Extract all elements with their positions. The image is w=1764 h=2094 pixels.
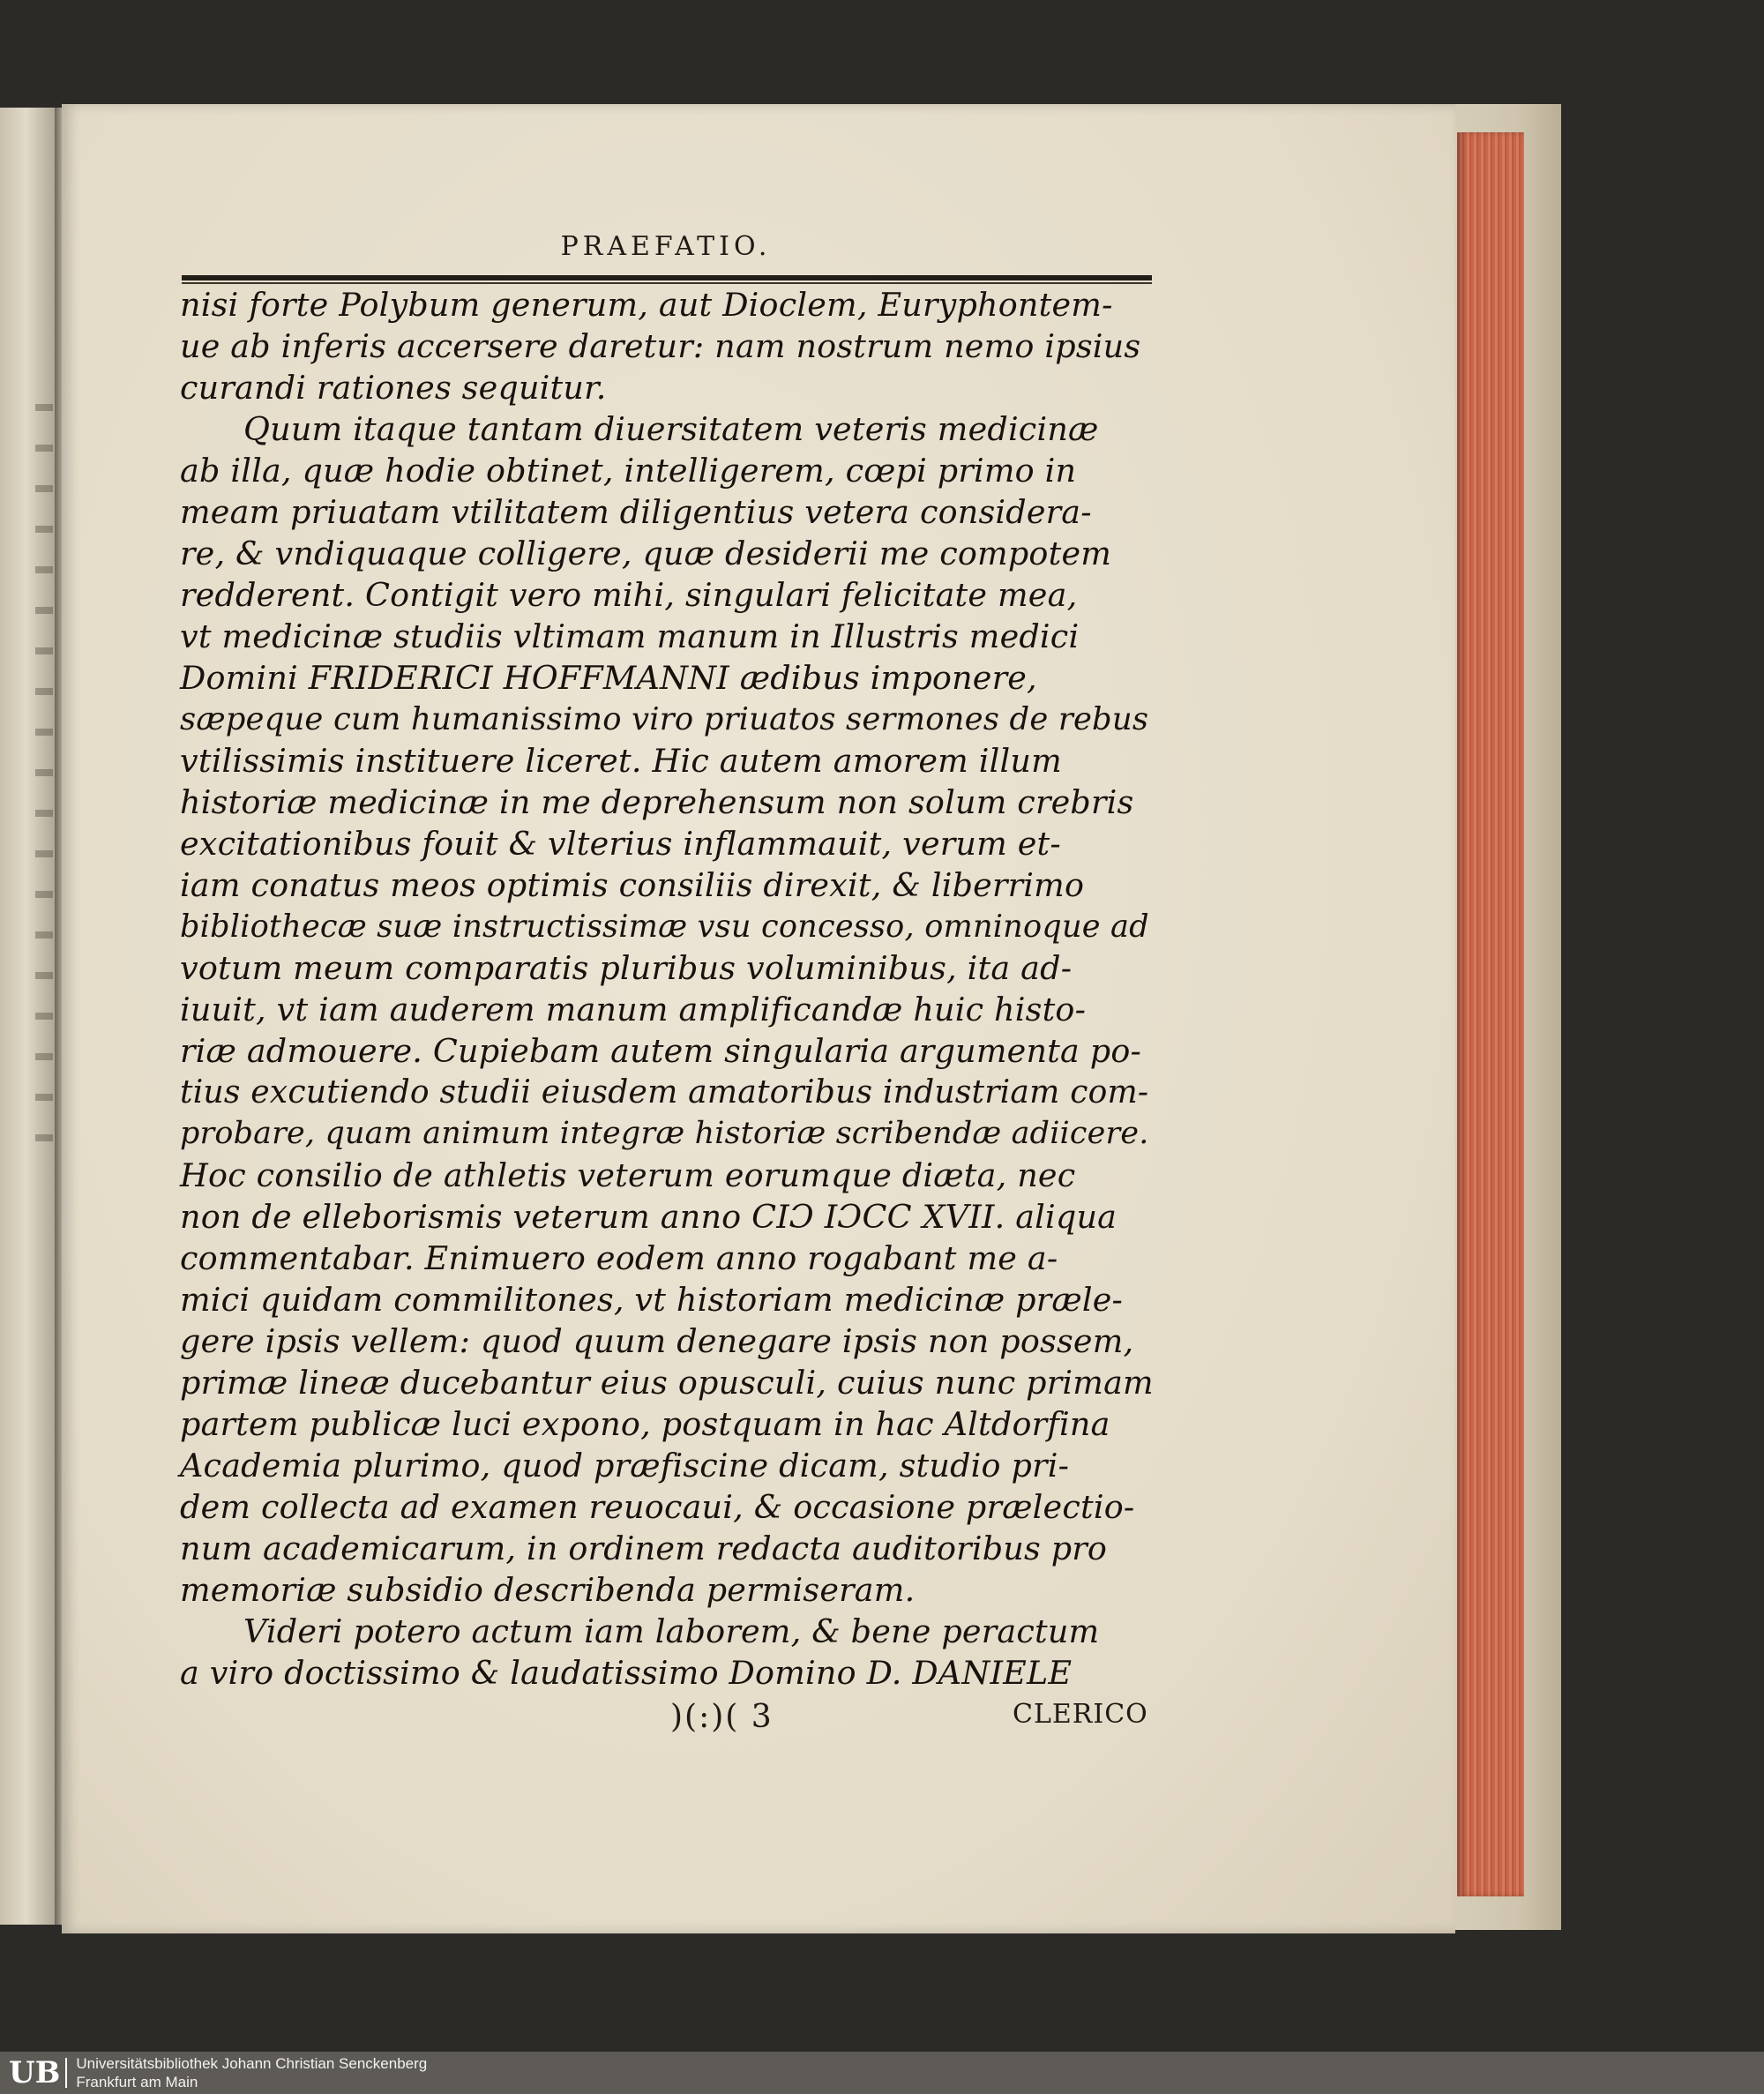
library-footer	[0, 2052, 1764, 2094]
text-line: bibliothecæ suæ instructissimæ vsu concesso, omninoque ad	[180, 909, 1149, 945]
text-line: iam conatus meos optimis consiliis direxit, & liberrimo	[180, 866, 1085, 904]
text-line: excitationibus fouit & vlterius inflammauit, verum et-	[180, 825, 1061, 863]
text-line: ue ab inferis accersere daretur: nam nostrum nemo ipsius	[180, 327, 1141, 365]
red-page-edges	[1457, 132, 1524, 1896]
library-credit	[76, 2054, 427, 2091]
text-line: ab illa, quæ hodie obtinet, intelligerem, cœpi primo in	[180, 452, 1077, 490]
text-line: vt medicinæ studiis vltimam manum in Illustris medici	[180, 617, 1080, 655]
text-line: nisi forte Polybum generum, aut Dioclem, Euryphontem-	[180, 286, 1113, 324]
text-line: votum meum comparatis pluribus voluminibus, ita ad-	[180, 949, 1073, 987]
text-line: sæpeque cum humanissimo viro priuatos sermones de rebus	[180, 701, 1149, 737]
text-line: dem collecta ad examen reuocaui, & occasione prælectio-	[180, 1488, 1135, 1526]
text-line: vtilissimis instituere liceret. Hic autem amorem illum	[180, 742, 1062, 780]
text-line: iuuit, vt iam auderem manum amplificandæ huic histo-	[180, 991, 1087, 1028]
text-line: meam priuatam vtilitatem diligentius vetera considera-	[180, 493, 1092, 531]
running-head: PRAEFATIO.	[560, 231, 772, 262]
text-line: tius excutiendo studii eiusdem amatoribus industriam com-	[180, 1073, 1149, 1111]
catchword: CLERICO	[1013, 1699, 1148, 1730]
library-logo	[9, 2055, 76, 2090]
text-line: Hoc consilio de athletis veterum eorumque diæta, nec	[180, 1156, 1076, 1194]
text-line: primæ lineæ ducebantur eius opusculi, cuius nunc primam	[180, 1364, 1154, 1402]
signature-mark: )(:)( 3	[670, 1699, 774, 1735]
text-line: Domini FRIDERICI HOFFMANNI ædibus imponere,	[180, 659, 1037, 697]
library-name: Universitätsbibliothek Johann Christian Senckenberg	[76, 2055, 428, 2072]
body-text	[180, 284, 1154, 1694]
text-line: curandi rationes sequitur.	[180, 369, 607, 407]
head-rule	[182, 275, 1152, 280]
text-line: partem publicæ luci expono, postquam in hac Altdorfina	[180, 1405, 1110, 1443]
text-line: riæ admouere. Cupiebam autem singularia argumenta po-	[180, 1032, 1142, 1070]
logo-divider	[65, 2058, 67, 2088]
text-line: mici quidam commilitones, vt historiam medicinæ præle-	[180, 1281, 1124, 1319]
text-line: Quum itaque tantam diuersitatem veteris medicinæ	[243, 410, 1099, 448]
text-line: non de elleborismis veterum anno CIƆ IƆCC XVII. aliqua	[180, 1198, 1117, 1236]
text-line: commentabar. Enimuero eodem anno rogabant me a-	[180, 1239, 1058, 1277]
text-line: Videri potero actum iam laborem, & bene peractum	[243, 1612, 1100, 1650]
library-city: Frankfurt am Main	[76, 2074, 198, 2090]
text-line: probare, quam animum integræ historiæ scribendæ adiicere.	[180, 1116, 1149, 1151]
previous-page-edge	[0, 108, 58, 1925]
text-line: Academia plurimo, quod præfiscine dicam, studio pri-	[180, 1447, 1070, 1484]
text-line: historiæ medicinæ in me deprehensum non solum crebris	[180, 783, 1134, 821]
previous-page-text-edge	[35, 372, 53, 1166]
text-line: num academicarum, in ordinem redacta auditoribus pro	[180, 1529, 1108, 1567]
text-line: memoriæ subsidio describenda permiseram.	[180, 1571, 916, 1609]
text-line: gere ipsis vellem: quod quum denegare ipsis non possem,	[180, 1322, 1134, 1360]
text-line: a viro doctissimo & laudatissimo Domino D. DANIELE	[180, 1654, 1073, 1692]
logo-text: UB	[9, 2055, 61, 2090]
text-line: re, & vndiquaque colligere, quæ desiderii me compotem	[180, 535, 1112, 572]
text-line: redderent. Contigit vero mihi, singulari felicitate mea,	[180, 576, 1078, 614]
